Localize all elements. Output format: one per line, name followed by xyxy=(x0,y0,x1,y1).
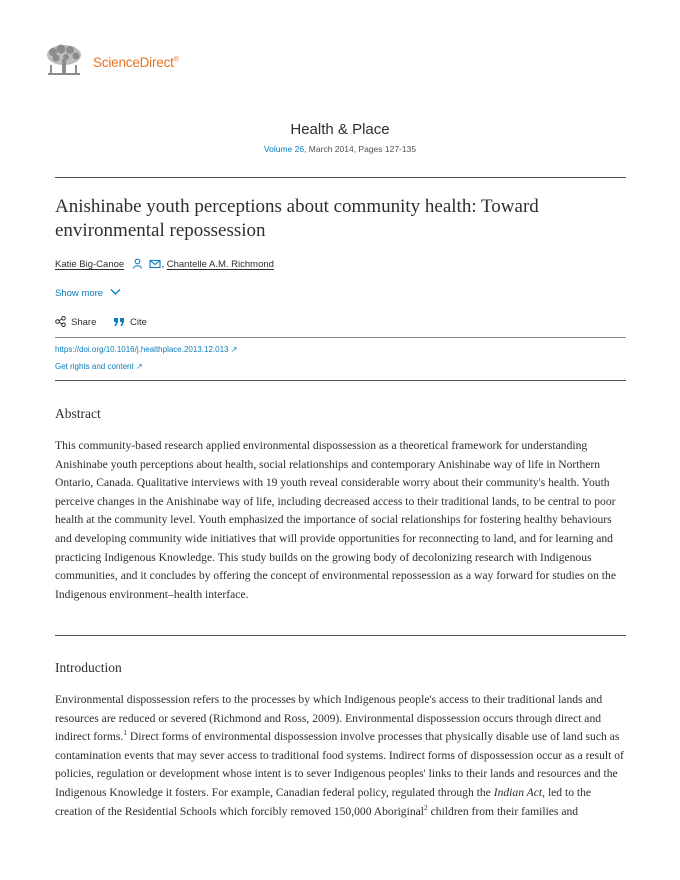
author-separator: , xyxy=(161,259,167,270)
external-link-icon: ↗ xyxy=(230,345,238,354)
intro-text: Environmental dispossession refers to the processes by which Indigenous people's access to their traditional lands and resources are reduced or severed (Richmond and Ross, 2009). Environmental dispossession occurs through direct and indirect forms. xyxy=(55,693,603,744)
intro-text: children from their families and xyxy=(427,804,579,818)
share-icon xyxy=(55,316,66,327)
sciencedirect-logo[interactable] xyxy=(93,55,179,70)
divider xyxy=(55,635,626,636)
quote-icon xyxy=(113,317,125,327)
cite-button[interactable] xyxy=(113,317,147,328)
issue-details: , March 2014, Pages 127-135 xyxy=(304,144,417,154)
show-more-label: Show more xyxy=(55,288,104,299)
brand-text: ScienceDirect xyxy=(93,55,174,70)
abstract-body xyxy=(55,437,630,604)
abstract-heading: Abstract xyxy=(55,406,101,421)
intro-text: , led to the creation of the Residential Schools which forcibly removed 150,000 Aboriginal xyxy=(55,785,592,818)
footnote-ref[interactable]: 2 xyxy=(423,802,428,812)
chevron-down-icon xyxy=(110,288,121,296)
article-title: Anishinabe youth perceptions about community health: Toward environmental repossession xyxy=(55,196,539,241)
introduction-body xyxy=(55,691,630,821)
rights-text: Get rights and content xyxy=(55,362,134,371)
elsevier-tree-logo[interactable] xyxy=(44,43,84,79)
divider xyxy=(55,380,626,381)
rights-link[interactable] xyxy=(55,362,143,371)
intro-text: Direct forms of environmental dispossession involve processes that physically disable use of land such as contamination events that may sever access to traditional food systems. Indirect forms of dispossession occur as a result of policies, regulation or development whose intent is to sever Indigenous peoples' links to their lands and resources and the Indigenous Knowledge it fosters. For example, Canadian federal policy, regulated through the xyxy=(55,730,624,799)
issue-info xyxy=(0,144,680,154)
external-link-icon: ↗ xyxy=(135,362,143,371)
author-link[interactable]: Chantelle A.M. Richmond xyxy=(166,259,274,270)
doi-text: https://doi.org/10.1016/j.healthplace.2013.12.013 xyxy=(55,345,229,354)
introduction-heading: Introduction xyxy=(55,660,122,675)
divider xyxy=(55,337,626,338)
email-icon[interactable] xyxy=(149,258,161,269)
cite-label: Cite xyxy=(130,317,147,328)
abstract-paragraph: This community-based research applied environmental dispossession as a theoretical framework for understanding Anishinabe youth perceptions about health, social relationships and contemporary Anishinabe way of life in Northern Ontario, Canada. Qualitative interviews with 19 youth reveal considerable worry about their community's health. Youth perceive changes in the Anishinabe way of life, including decreased access to their traditional lands, to be central to poor health at the community level. Youth emphasized the importance of social relationships for fostering healthy behaviours and developing community wide initiatives that will provide opportunities for reconnecting to land, and for learning and practicing Indigenous Knowledge. This study builds on the growing body of decolonizing research with Indigenous communities, and it concludes by offering the concept of environmental repossession as a way forward for studies on the Indigenous environment–health interface. xyxy=(55,439,616,601)
person-icon[interactable] xyxy=(132,258,143,269)
footnote-ref[interactable]: 1 xyxy=(123,728,128,738)
article-tools xyxy=(55,316,161,328)
divider xyxy=(55,177,626,178)
introduction-paragraph xyxy=(55,691,630,821)
journal-title[interactable]: Health & Place xyxy=(290,121,390,138)
volume-link[interactable]: Volume 26 xyxy=(263,144,305,154)
intro-italic-text: Indian Act xyxy=(493,785,543,799)
doi-link[interactable] xyxy=(55,345,237,354)
author-list xyxy=(55,258,274,270)
author-link[interactable]: Katie Big-Canoe xyxy=(55,259,125,270)
brand-registered-mark: ® xyxy=(173,56,179,64)
share-label: Share xyxy=(71,317,97,328)
show-more-button[interactable] xyxy=(55,288,121,299)
share-button[interactable] xyxy=(55,317,96,328)
